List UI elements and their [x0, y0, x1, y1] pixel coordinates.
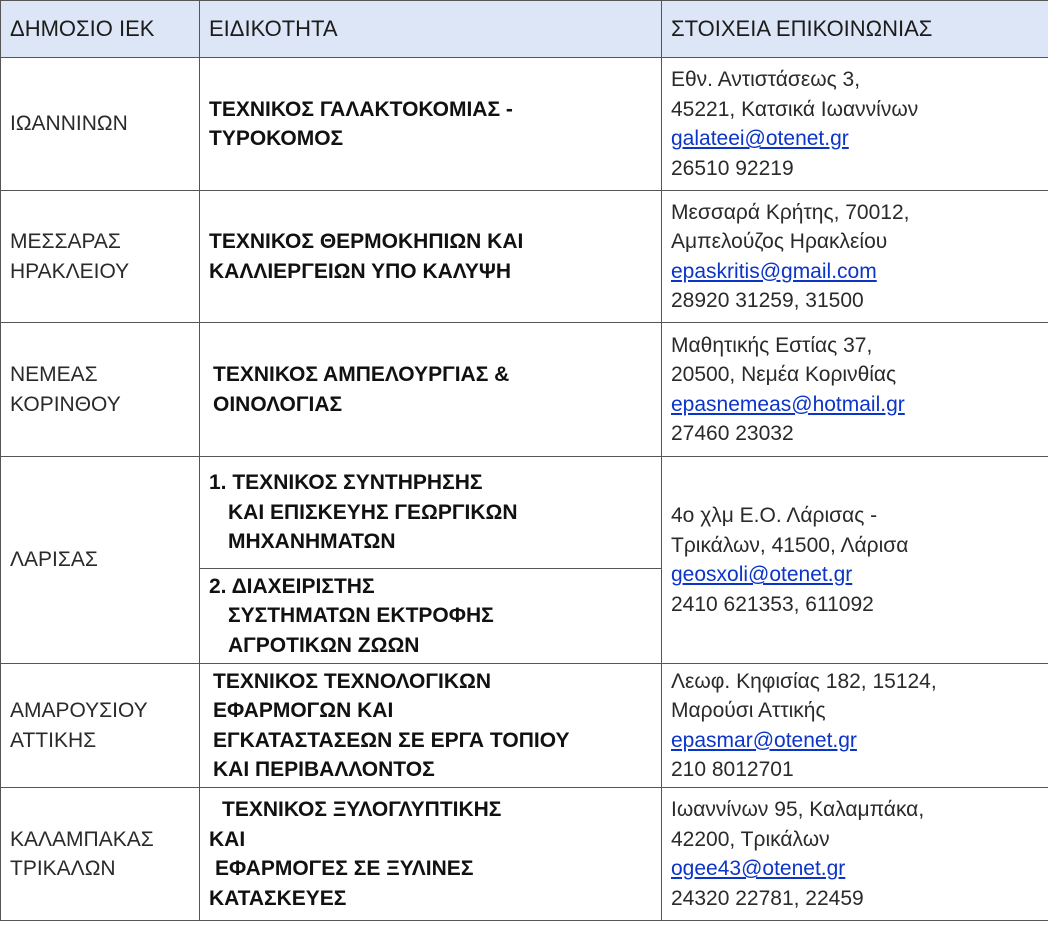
table-row — [1, 788, 1048, 921]
specialty-line: ΕΦΑΡΜΟΓΕΣ ΣΕ ΞΥΛΙΝΕΣ — [215, 857, 474, 880]
specialty-line: ΤΕΧΝΙΚΟΣ ΘΕΡΜΟΚΗΠΙΩΝ ΚΑΙ — [209, 230, 524, 253]
school-name: ΝΕΜΕΑΣ — [10, 363, 98, 386]
email-link[interactable]: geosxoli@otenet.gr — [671, 563, 853, 586]
school-cell — [1, 191, 200, 323]
table-row — [1, 191, 1048, 323]
specialty-line: ΕΓΚΑΤΑΣΤΑΣΕΩΝ ΣΕ ΕΡΓΑ ΤΟΠΙΟΥ — [213, 728, 570, 752]
specialty-line: ΜΗΧΑΝΗΜΑΤΩΝ — [228, 530, 396, 554]
specialty-line: 2. ΔΙΑΧΕΙΡΙΣΤΗΣ — [209, 574, 375, 598]
table-row — [1, 664, 1048, 788]
address-line: Μεσσαρά Κρήτης, 70012, — [671, 200, 910, 224]
header-school: ΔΗΜΟΣΙΟ ΙΕΚ — [1, 1, 200, 58]
address-line: Τρικάλων, 41500, Λάρισα — [671, 533, 909, 557]
address-line: Λεωφ. Κηφισίας 182, 15124, — [671, 669, 937, 693]
school-name: ΜΕΣΣΑΡΑΣ — [10, 230, 121, 253]
specialty-cell — [200, 788, 662, 921]
school-name: ΗΡΑΚΛΕΙΟΥ — [10, 259, 130, 283]
specialty-line: ΤΥΡΟΚΟΜΟΣ — [209, 127, 344, 150]
address-line: 20500, Νεμέα Κορινθίας — [671, 363, 897, 386]
header-contact: ΣΤΟΙΧΕΙΑ ΕΠΙΚΟΙΝΩΝΙΑΣ — [662, 1, 1048, 58]
specialty-line: 1. ΤΕΧΝΙΚΟΣ ΣΥΝΤΗΡΗΣΗΣ — [209, 471, 483, 495]
school-name: ΚΟΡΙΝΘΟΥ — [10, 392, 121, 416]
specialty-line: ΚΑΤΑΣΚΕΥΕΣ — [209, 886, 347, 910]
address-line: 42200, Τρικάλων — [671, 827, 830, 851]
specialty-line: ΚΑΙ ΕΠΙΣΚΕΥΗΣ ΓΕΩΡΓΙΚΩΝ — [228, 500, 518, 524]
school-cell — [1, 457, 200, 664]
specialty-cell — [200, 58, 662, 191]
specialty-line: ΤΕΧΝΙΚΟΣ ΓΑΛΑΚΤΟΚΟΜΙΑΣ - — [209, 97, 513, 121]
phone-number: 27460 23032 — [671, 422, 794, 445]
email-link[interactable]: epasmar@otenet.gr — [671, 728, 857, 752]
phone-number: 24320 22781, 22459 — [671, 886, 864, 910]
specialty-line: ΤΕΧΝΙΚΟΣ ΑΜΠΕΛΟΥΡΓΙΑΣ & — [213, 363, 510, 386]
specialty-cell — [200, 191, 662, 323]
email-link[interactable]: ogee43@otenet.gr — [671, 857, 846, 880]
specialty-line: ΟΙΝΟΛΟΓΙΑΣ — [213, 392, 343, 416]
specialty-line: ΚΑΙ ΠΕΡΙΒΑΛΛΟΝΤΟΣ — [213, 758, 435, 781]
header-specialty: ΕΙΔΙΚΟΤΗΤΑ — [200, 1, 662, 58]
school-cell — [1, 323, 200, 457]
address-line: Εθν. Αντιστάσεως 3, — [671, 68, 861, 91]
school-name: ΛΑΡΙΣΑΣ — [10, 548, 98, 572]
specialty-line: ΚΑΛΛΙΕΡΓΕΙΩΝ ΥΠΟ ΚΑΛΥΨΗ — [209, 259, 512, 283]
address-line: Αμπελούζος Ηρακλείου — [671, 230, 888, 253]
address-line: 45221, Κατσικά Ιωαννίνων — [671, 97, 919, 121]
specialty-cell — [200, 323, 662, 457]
email-link[interactable]: epasnemeas@hotmail.gr — [671, 392, 905, 416]
specialty-line: ΑΓΡΟΤΙΚΩΝ ΖΩΩΝ — [228, 633, 420, 657]
specialty-cell — [200, 457, 662, 569]
contact-cell — [662, 323, 1048, 457]
school-name: ΤΡΙΚΑΛΩΝ — [10, 857, 116, 880]
school-cell — [1, 788, 200, 921]
address-line: 4ο χλμ Ε.Ο. Λάρισας - — [671, 504, 878, 527]
contact-cell — [662, 457, 1048, 664]
phone-number: 26510 92219 — [671, 156, 794, 180]
specialty-cell — [200, 569, 662, 664]
contact-cell — [662, 58, 1048, 191]
contact-cell — [662, 191, 1048, 323]
specialty-line: ΤΕΧΝΙΚΟΣ ΤΕΧΝΟΛΟΓΙΚΩΝ — [213, 669, 491, 693]
specialty-line: ΣΥΣΤΗΜΑΤΩΝ ΕΚΤΡΟΦΗΣ — [228, 604, 494, 628]
specialty-line: ΤΕΧΝΙΚΟΣ ΞΥΛΟΓΛΥΠΤΙΚΗΣ — [222, 798, 502, 821]
school-cell — [1, 664, 200, 788]
table-row — [1, 457, 1048, 569]
email-link[interactable]: epaskritis@gmail.com — [671, 259, 877, 283]
table-row — [1, 58, 1048, 191]
address-line: Μαθητικής Εστίας 37, — [671, 333, 873, 357]
school-cell — [1, 58, 200, 191]
address-line: Ιωαννίνων 95, Καλαμπάκα, — [671, 798, 925, 821]
address-line: Μαρούσι Αττικής — [671, 699, 826, 722]
specialty-line: ΚΑΙ — [209, 827, 246, 851]
phone-number: 28920 31259, 31500 — [671, 289, 864, 312]
school-name: ΑΜΑΡΟΥΣΙΟΥ — [10, 699, 148, 722]
table-row — [1, 323, 1048, 457]
email-link[interactable]: galateei@otenet.gr — [671, 127, 849, 150]
contact-cell — [662, 788, 1048, 921]
school-name: ΙΩΑΝΝΙΝΩΝ — [10, 112, 128, 136]
phone-number: 2410 621353, 611092 — [671, 592, 874, 616]
specialty-line: ΕΦΑΡΜΟΓΩΝ ΚΑΙ — [213, 699, 394, 722]
school-name: ΑΤΤΙΚΗΣ — [10, 728, 97, 752]
phone-number: 210 8012701 — [671, 758, 794, 781]
specialty-cell — [200, 664, 662, 788]
contact-cell — [662, 664, 1048, 788]
header-row — [1, 1, 1048, 58]
school-name: ΚΑΛΑΜΠΑΚΑΣ — [10, 827, 154, 851]
